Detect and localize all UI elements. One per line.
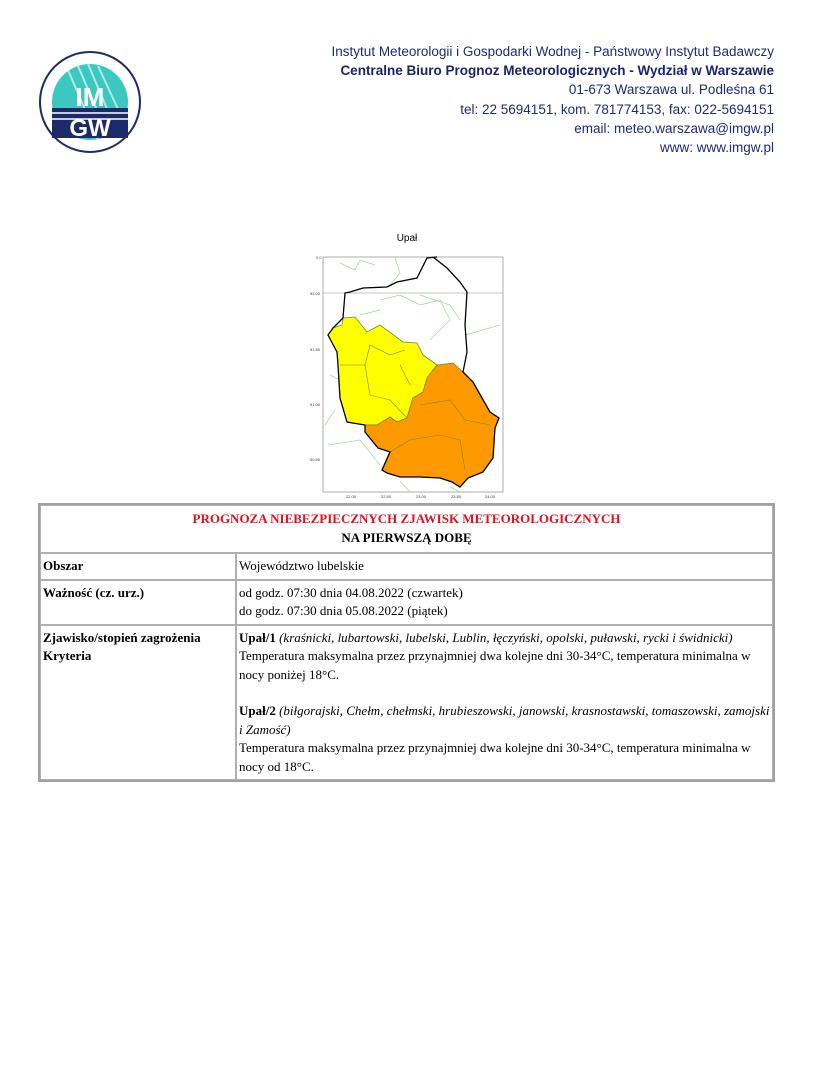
title-line-2: NA PIERWSZĄ DOBĘ bbox=[341, 529, 472, 545]
area-value: Województwo lubelskie bbox=[236, 553, 773, 580]
table-row bbox=[40, 580, 773, 625]
warning-table bbox=[38, 503, 775, 782]
institution-header bbox=[332, 42, 774, 157]
warning-map bbox=[300, 225, 510, 505]
x-tick: 22.00 bbox=[346, 494, 357, 499]
map-corner-label: 0.0 bbox=[316, 255, 322, 260]
address: 01-673 Warszawa ul. Podleśna 61 bbox=[568, 82, 774, 98]
warning-criteria: Temperatura maksymalna przez przynajmniej dwa kolejne dni 30-34°C, temperatura minimalna w nocy od 18°C. bbox=[239, 740, 751, 774]
warning-regions: (biłgorajski, Chełm, chełmski, hrubieszowski, janowski, krasnostawski, tomaszowski, zamojski i Zamość) bbox=[239, 703, 770, 737]
x-tick: 23.50 bbox=[451, 494, 462, 499]
x-tick: 24.00 bbox=[485, 494, 496, 499]
imgw-logo bbox=[38, 50, 142, 154]
y-tick: 52.00 bbox=[310, 291, 321, 296]
y-tick: 51.50 bbox=[310, 347, 321, 352]
warning-criteria: Temperatura maksymalna przez przynajmniej dwa kolejne dni 30-34°C, temperatura minimalna w nocy poniżej 18°C. bbox=[239, 648, 751, 682]
validity-label: Ważność (cz. urz.) bbox=[40, 580, 236, 625]
table-row bbox=[40, 553, 773, 580]
phenomenon-label: Zjawisko/stopień zagrożenia bbox=[43, 629, 201, 645]
x-tick: 23.00 bbox=[416, 494, 427, 499]
svg-text:IM: IM bbox=[75, 82, 105, 112]
warning-item bbox=[239, 629, 770, 685]
table-title bbox=[40, 505, 773, 553]
institute-name: Instytut Meteorologii i Gospodarki Wodnej - Państwowy Instytut Badawczy bbox=[331, 44, 774, 59]
x-tick: 22.50 bbox=[381, 494, 392, 499]
validity-to: do godz. 07:30 dnia 05.08.2022 (piątek) bbox=[239, 603, 448, 618]
y-tick: 51.00 bbox=[310, 402, 321, 407]
area-label: Obszar bbox=[40, 553, 236, 580]
website[interactable]: www: www.imgw.pl bbox=[659, 140, 774, 156]
title-line-1: PROGNOZA NIEBEZPIECZNYCH ZJAWISK METEOROLOGICZNYCH bbox=[192, 511, 621, 526]
phone: tel: 22 5694151, kom. 781774153, fax: 022-5694151 bbox=[460, 101, 774, 117]
y-tick: 50.50 bbox=[310, 457, 321, 462]
warning-item bbox=[239, 702, 770, 776]
warning-name: Upał/1 bbox=[239, 629, 276, 645]
email[interactable]: email: meteo.warszawa@imgw.pl bbox=[574, 120, 774, 136]
validity-from: od godz. 07:30 dnia 04.08.2022 (czwartek) bbox=[239, 584, 463, 600]
warning-regions: (kraśnicki, lubartowski, lubelski, Lublin, łęczyński, opolski, puławski, rycki i świdnicki) bbox=[279, 629, 733, 645]
table-row bbox=[40, 625, 773, 781]
map-title: Upał bbox=[396, 233, 418, 244]
svg-text:GW: GW bbox=[69, 115, 111, 142]
bureau-name: Centralne Biuro Prognoz Meteorologicznych - Wydział w Warszawie bbox=[340, 63, 774, 79]
criteria-label: Kryteria bbox=[43, 648, 92, 663]
warning-name: Upał/2 bbox=[239, 703, 276, 718]
